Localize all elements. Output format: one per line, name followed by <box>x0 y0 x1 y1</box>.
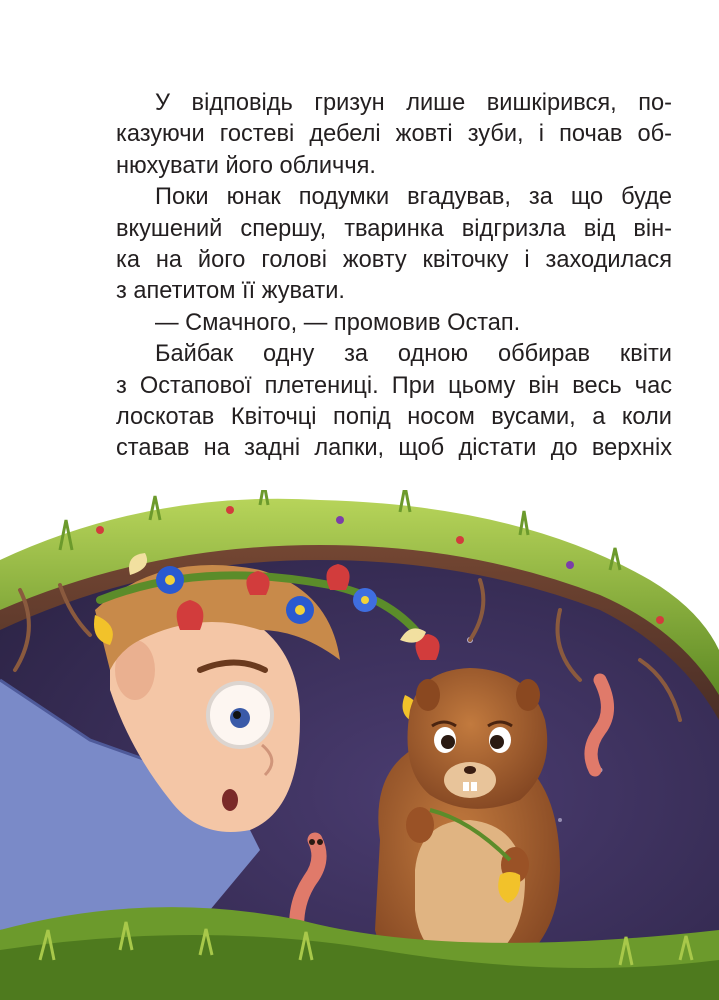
text-line: з Остапової плетениці. При цьому він весь час <box>116 372 672 399</box>
text-line: ка на його голові жовту квіточку і заходилася <box>116 247 672 274</box>
flower-blue <box>286 596 314 624</box>
flower-blue <box>353 588 377 612</box>
text-line: з апетитом її жувати. <box>116 278 345 305</box>
text-line: Поки юнак подумки вгадував, за що буде <box>155 184 672 211</box>
text-line: лоскотав Квіточці попід носом вусами, а коли <box>116 404 672 431</box>
story-illustration <box>0 490 719 1000</box>
paragraph-4 <box>116 339 672 465</box>
flower-blue <box>156 566 184 594</box>
text-line: У відповідь гризун лише вишкірився, по- <box>155 90 672 116</box>
text-line: казуючи гостеві дебелі жовті зуби, і почав об- <box>116 121 672 148</box>
text-line: — Смачного, — промовив Остап. <box>155 309 521 336</box>
text-line: вкушений спершу, тваринка відгризла від він- <box>116 215 672 242</box>
text-line: нюхувати його обличчя. <box>116 152 376 179</box>
paragraph-3 <box>116 308 672 339</box>
story-text <box>116 88 672 465</box>
paragraph-1 <box>116 88 672 182</box>
text-line: Байбак одну за одною оббирав квіти <box>155 341 672 368</box>
text-line: ставав на задні лапки, щоб дістати до верхніх <box>116 435 672 462</box>
paragraph-2 <box>116 182 672 308</box>
